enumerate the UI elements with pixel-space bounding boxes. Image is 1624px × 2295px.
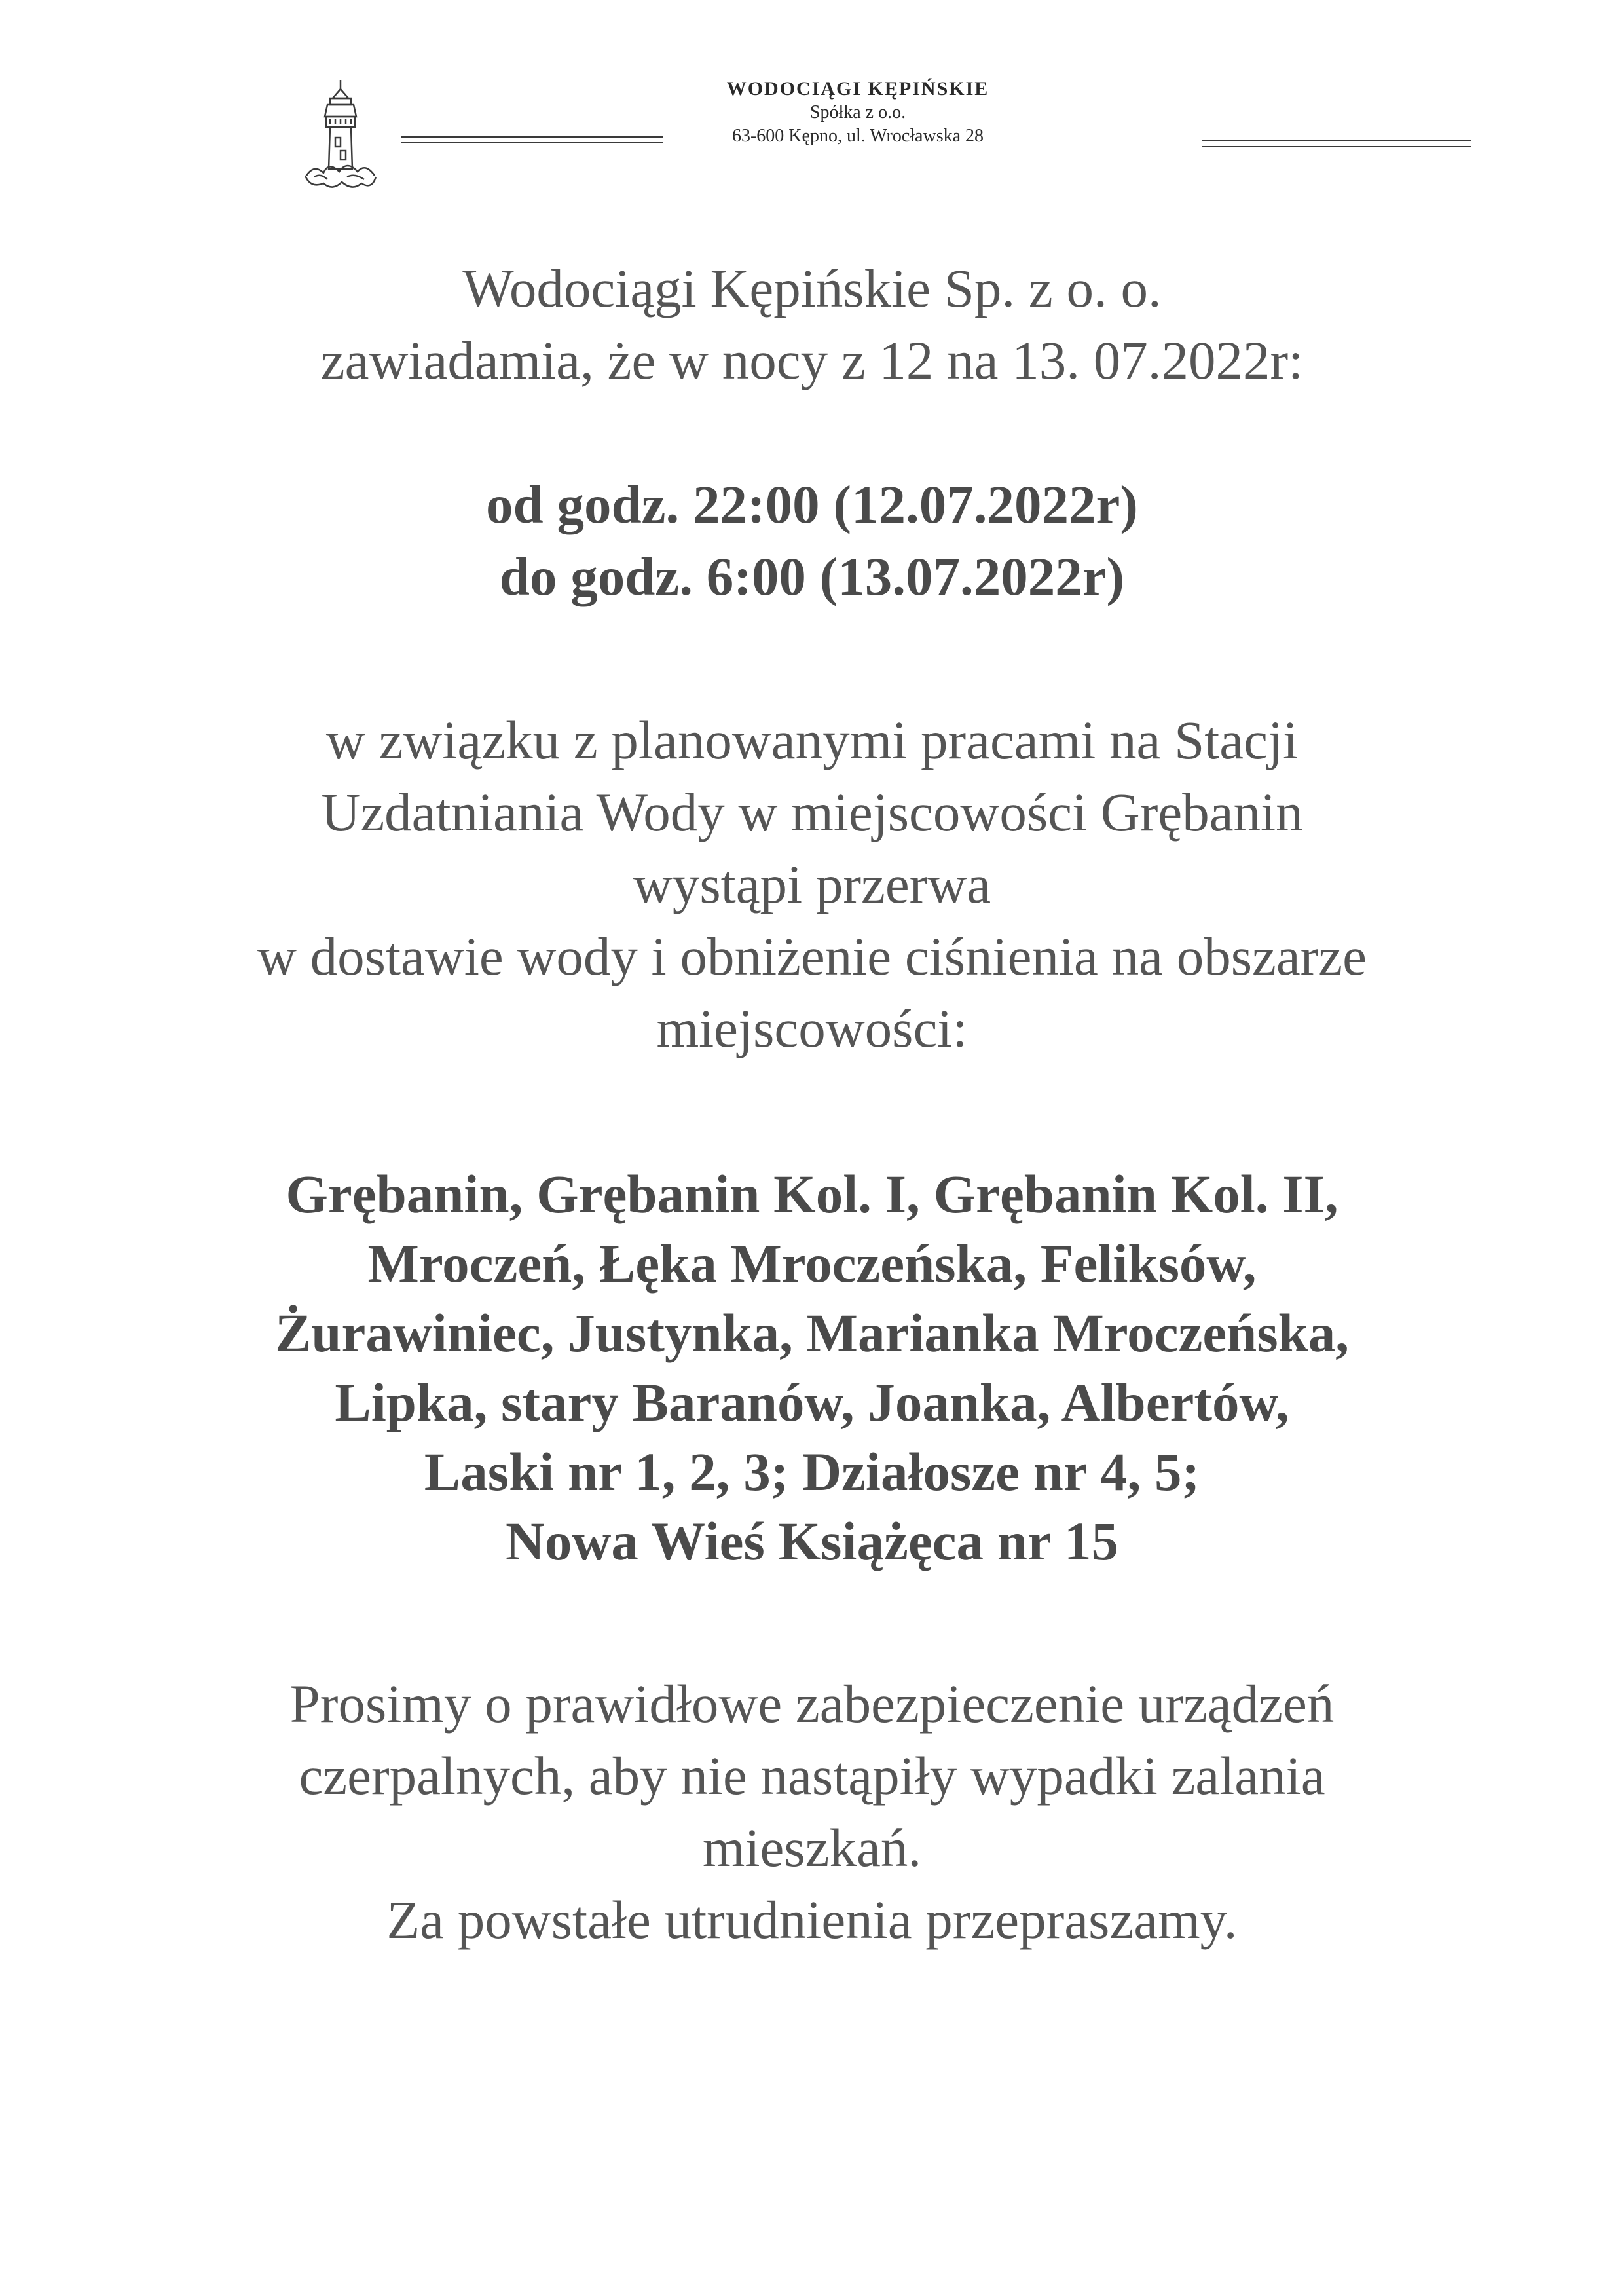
notice-body xyxy=(105,252,1519,1956)
water-tower-icon xyxy=(301,77,380,192)
notice-hours xyxy=(105,468,1519,612)
letterhead-rule-right xyxy=(1202,140,1471,147)
company-address: 63-600 Kępno, ul. Wrocławska 28 xyxy=(731,126,984,146)
places-line: Mroczeń, Łęka Mroczeńska, Feliksów, xyxy=(367,1233,1257,1294)
places-line: Grębanin, Grębanin Kol. I, Grębanin Kol. II, xyxy=(286,1164,1338,1224)
info-line: wystąpi przerwa xyxy=(633,854,991,914)
info-line: w związku z planowanymi pracami na Stacji xyxy=(325,710,1299,770)
places-line: Żurawiniec, Justynka, Marianka Mroczeńska, xyxy=(274,1303,1350,1363)
closing-line: czerpalnych, aby nie nastąpiły wypadki zalania xyxy=(299,1745,1325,1806)
intro-line: zawiadamia, że w nocy z 12 na 13. 07.2022r: xyxy=(320,330,1304,390)
closing-line: Za powstałe utrudnienia przepraszamy. xyxy=(386,1890,1238,1950)
info-line: w dostawie wody i obniżenie ciśnienia na obszarze xyxy=(257,926,1367,986)
company-type: Spółka z o.o. xyxy=(809,102,906,122)
notice-closing xyxy=(105,1668,1519,1956)
company-name: WODOCIĄGI KĘPIŃSKIE xyxy=(726,78,989,100)
info-line: miejscowości: xyxy=(656,998,968,1058)
intro-line: Wodociągi Kępińskie Sp. z o. o. xyxy=(462,258,1162,318)
places-line: Lipka, stary Baranów, Joanka, Albertów, xyxy=(335,1372,1289,1432)
notice-intro xyxy=(105,252,1519,396)
closing-line: mieszkań. xyxy=(702,1818,922,1878)
affected-places xyxy=(105,1159,1519,1576)
letterhead-rule-left xyxy=(401,136,663,143)
closing-line: Prosimy o prawidłowe zabezpieczenie urządzeń xyxy=(289,1673,1335,1734)
places-line: Laski nr 1, 2, 3; Działosze nr 4, 5; xyxy=(424,1442,1200,1502)
letterhead xyxy=(0,0,1624,196)
notice-info xyxy=(105,704,1519,1064)
hours-from: od godz. 22:00 (12.07.2022r) xyxy=(486,474,1138,534)
info-line: Uzdatniania Wody w miejscowości Grębanin xyxy=(321,782,1303,842)
hours-to: do godz. 6:00 (13.07.2022r) xyxy=(499,546,1125,606)
places-line: Nowa Wieś Książęca nr 15 xyxy=(505,1511,1119,1571)
company-info xyxy=(629,77,1087,148)
